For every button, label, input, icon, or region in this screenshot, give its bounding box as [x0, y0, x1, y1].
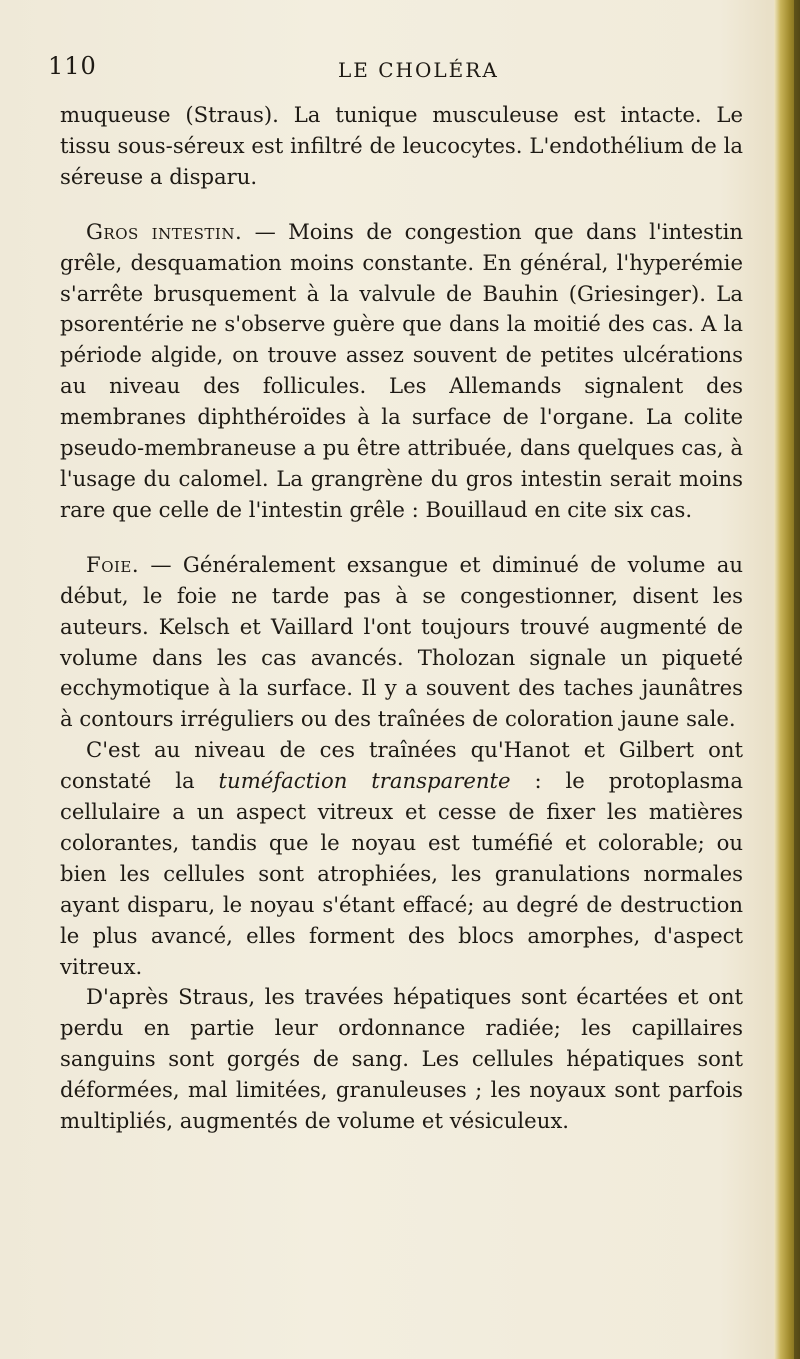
- page-number: 110: [48, 52, 97, 80]
- paragraph-continuation: [60, 100, 743, 193]
- section-heading-foie: Foie.: [86, 551, 140, 577]
- paragraph-text: D'après Straus, les travées hépatiques sont écartées et ont perdu en partie leur ordonnance radiée; les capillaires sanguins sont gorgés de sang. Les cellules hépatiques sont déformées, mal limitées, granuleuses ; les noyaux sont parfois multipliés, augmentés de volume et vésiculeux.: [60, 984, 743, 1134]
- page-edge-shadow: [794, 0, 800, 1359]
- page-header: [48, 52, 748, 86]
- paragraph-straus: [60, 982, 743, 1137]
- paragraph-text: — Moins de congestion que dans l'intestin grêle, desquamation moins constante. En général, l'hyperémie s'arrête brusquement à la valvule de Bauhin (Griesinger). La psorentérie ne s'observe guère que dans la moitié des cas. A la période algide, on trouve assez souvent de petites ulcérations au niveau des follicules. Les Allemands signalent des membranes diphthéroïdes à la surface de l'organe. La colite pseudo-membraneuse a pu être attribuée, dans quelques cas, à l'usage du calomel. La grangrène du gros intestin serait moins rare que celle de l'intestin grêle : Bouillaud en cite six cas.: [60, 218, 743, 522]
- running-head: LE CHOLÉRA: [338, 58, 499, 82]
- italic-term: tuméfaction transparente: [218, 768, 511, 794]
- paragraph-gros-intestin: [60, 217, 743, 526]
- paragraph-text: C'est au niveau de ces traînées qu'Hanot et Gilbert ont constaté la: [60, 737, 743, 794]
- paragraph-text: muqueuse (Straus). La tunique musculeuse est intacte. Le tissu sous-séreux est infiltré de leucocytes. L'endothélium de la séreuse a disparu.: [60, 102, 743, 189]
- paragraph-foie: [60, 550, 743, 735]
- page-body: [60, 100, 743, 1137]
- paragraph-hanot-gilbert: [60, 735, 743, 982]
- section-heading-gros-intestin: Gros intestin.: [86, 218, 243, 244]
- paragraph-text: — Généralement exsangue et diminué de volume au début, le foie ne tarde pas à se congestionner, disent les auteurs. Kelsch et Vaillard l'ont toujours trouvé augmenté de volume dans les cas avancés. Tholozan signale un piqueté ecchymotique à la surface. Il y a souvent des taches jaunâtres à contours irréguliers ou des traînées de coloration jaune sale.: [60, 551, 743, 732]
- paragraph-text: : le protoplasma cellulaire a un aspect vitreux et cesse de fixer les matières colorantes, tandis que le noyau est tuméfié et colorable; ou bien les cellules sont atrophiées, les granulations normales ayant disparu, le noyau s'étant effacé; au degré de destruction le plus avancé, elles forment des blocs amorphes, d'aspect vitreux.: [60, 768, 743, 979]
